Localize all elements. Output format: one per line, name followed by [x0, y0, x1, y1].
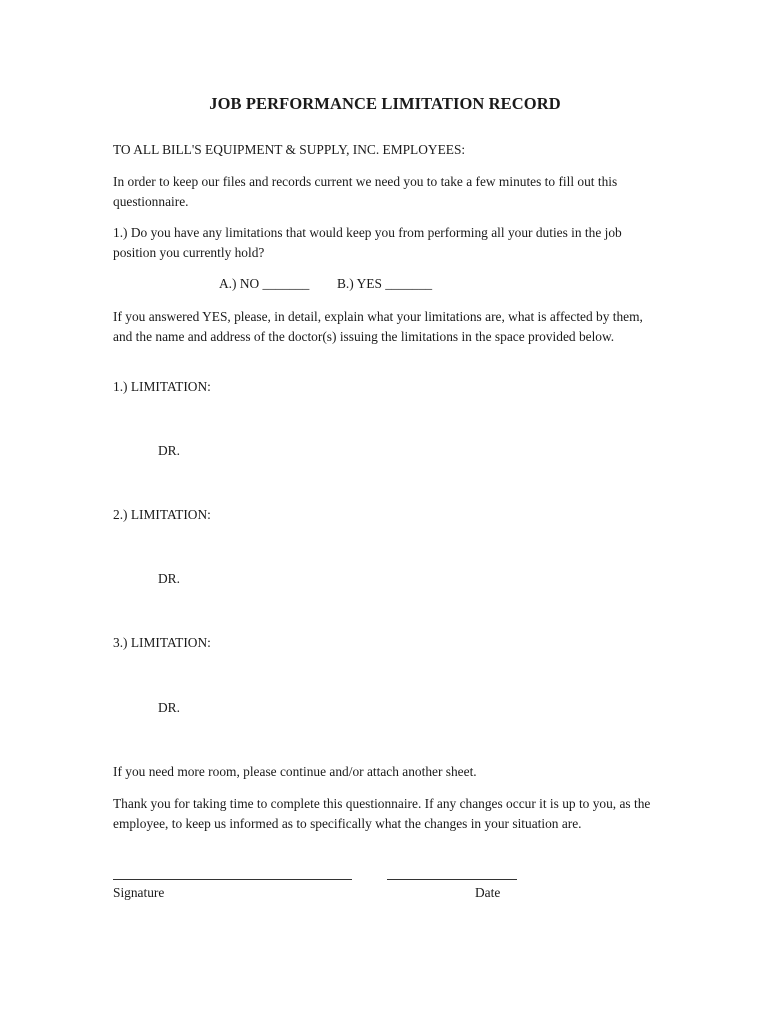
limitation-1-doctor: DR. [158, 443, 180, 458]
signature-label: Signature [113, 885, 165, 900]
more-room-note: If you need more room, please continue and/or attach another sheet. [113, 764, 477, 779]
question-1: 1.) Do you have any limitations that would keep you from performing all your duties in the job position you currently hold? [113, 225, 622, 260]
limitation-2-doctor: DR. [158, 571, 180, 586]
date-label: Date [475, 885, 501, 900]
document-title: JOB PERFORMANCE LIMITATION RECORD [209, 94, 561, 113]
limitation-2-label: 2.) LIMITATION: [113, 507, 211, 522]
thanks-paragraph: Thank you for taking time to complete this questionnaire. If any changes occur it is up to you, as the employee, to keep us informed as to specifically what the changes in your situation are. [113, 796, 651, 831]
date-line [387, 879, 517, 880]
intro-paragraph: In order to keep our files and records current we need you to take a few minutes to fill out this questionnaire. [113, 174, 618, 209]
limitation-1-label: 1.) LIMITATION: [113, 379, 211, 394]
addressee: TO ALL BILL'S EQUIPMENT & SUPPLY, INC. EMPLOYEES: [113, 142, 466, 157]
signature-line [113, 879, 352, 880]
option-no: A.) NO _______ [219, 276, 310, 291]
limitation-3-doctor: DR. [158, 700, 180, 715]
limitation-3-label: 3.) LIMITATION: [113, 635, 211, 650]
instructions-paragraph: If you answered YES, please, in detail, explain what your limitations are, what is affected by them, and the name and address of the doctor(s) issuing the limitations in the space provided below. [113, 309, 643, 344]
option-yes: B.) YES _______ [337, 276, 433, 291]
